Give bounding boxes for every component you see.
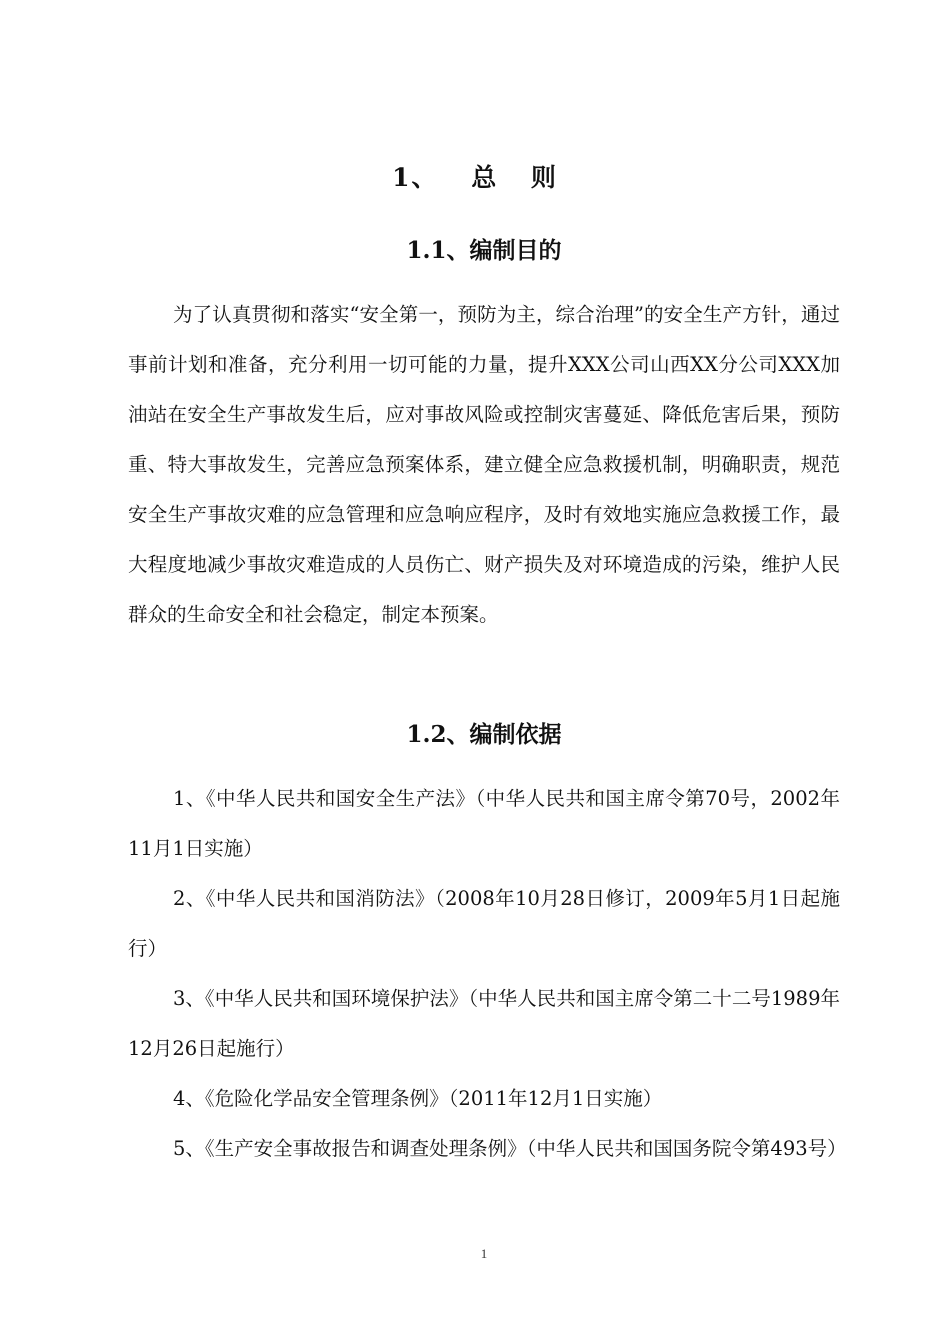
section-heading-purpose: 1.1、编制目的	[406, 237, 562, 264]
basis-item-1: 1、《中华人民共和国安全生产法》（中华人民共和国主席令第70号，2002年11月1日实施）	[128, 787, 840, 860]
basis-item-5: 5、《生产安全事故报告和调查处理条例》（中华人民共和国国务院令第493号）	[173, 1137, 847, 1160]
basis-item-2: 2、《中华人民共和国消防法》（2008年10月28日修订，2009年5月1日起施行）	[128, 887, 840, 960]
basis-item-4: 4、《危险化学品安全管理条例》（2011年12月1日实施）	[173, 1087, 663, 1110]
page-number: 1	[480, 1246, 488, 1261]
basis-section-body	[128, 774, 847, 1174]
chapter-title: 1、 总 则	[392, 163, 558, 192]
section-heading-basis: 1.2、编制依据	[406, 721, 562, 748]
purpose-section-body	[128, 290, 840, 640]
basis-item-3: 3、《中华人民共和国环境保护法》（中华人民共和国主席令第二十二号1989年12月26日起施行）	[128, 987, 840, 1060]
purpose-paragraph: 为了认真贯彻和落实“安全第一，预防为主，综合治理”的安全生产方针，通过事前计划和准备，充分利用一切可能的力量，提升XXX公司山西XX分公司XXX加油站在安全生产事故发生后，应对事故风险或控制灾害蔓延、降低危害后果，预防重、特大事故发生，完善应急预案体系，建立健全应急救援机制，明确职责，规范安全生产事故灾难的应急管理和应急响应程序，及时有效地实施应急救援工作，最大程度地减少事故灾难造成的人员伤亡、财产损失及对环境造成的污染，维护人民群众的生命安全和社会稳定，制定本预案。	[128, 303, 840, 626]
